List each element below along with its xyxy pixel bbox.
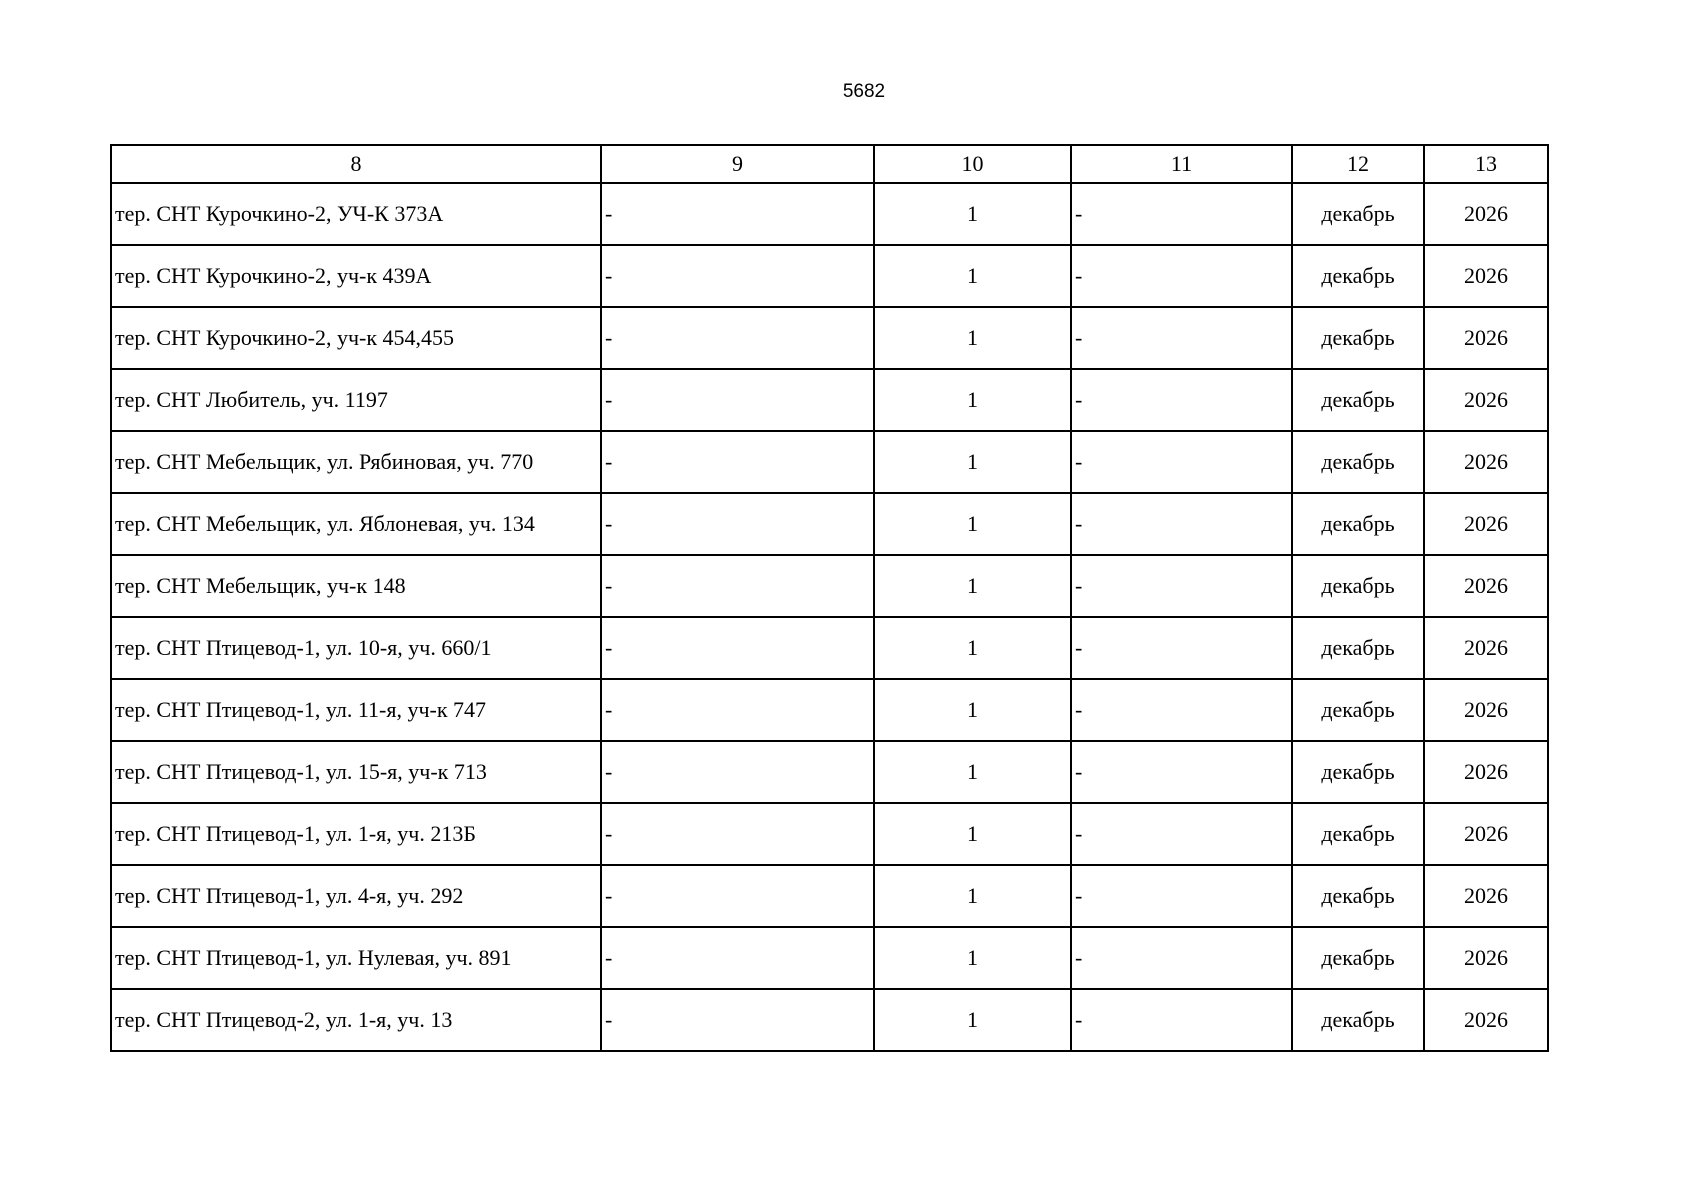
address-cell: тер. СНТ Мебельщик, уч-к 148 <box>111 555 601 617</box>
address-cell: тер. СНТ Курочкино-2, УЧ-К 373А <box>111 183 601 245</box>
column-11-cell: - <box>1071 493 1292 555</box>
address-cell: тер. СНТ Птицевод-2, ул. 1-я, уч. 13 <box>111 989 601 1051</box>
column-11-cell: - <box>1071 803 1292 865</box>
address-cell: тер. СНТ Курочкино-2, уч-к 454,455 <box>111 307 601 369</box>
month-cell: декабрь <box>1292 245 1424 307</box>
address-cell: тер. СНТ Птицевод-1, ул. 15-я, уч-к 713 <box>111 741 601 803</box>
column-10-cell: 1 <box>874 431 1071 493</box>
table-row <box>111 493 1548 555</box>
month-cell: декабрь <box>1292 865 1424 927</box>
column-10-cell: 1 <box>874 307 1071 369</box>
year-cell: 2026 <box>1424 369 1548 431</box>
address-cell: тер. СНТ Птицевод-1, ул. 11-я, уч-к 747 <box>111 679 601 741</box>
address-cell: тер. СНТ Птицевод-1, ул. 10-я, уч. 660/1 <box>111 617 601 679</box>
table-row <box>111 803 1548 865</box>
column-9-cell: - <box>601 369 874 431</box>
column-9-cell: - <box>601 679 874 741</box>
table-row <box>111 679 1548 741</box>
column-10-cell: 1 <box>874 493 1071 555</box>
month-cell: декабрь <box>1292 183 1424 245</box>
month-cell: декабрь <box>1292 555 1424 617</box>
column-10-cell: 1 <box>874 927 1071 989</box>
address-cell: тер. СНТ Любитель, уч. 1197 <box>111 369 601 431</box>
column-10-cell: 1 <box>874 865 1071 927</box>
column-9-cell: - <box>601 803 874 865</box>
column-11-cell: - <box>1071 555 1292 617</box>
column-9-cell: - <box>601 865 874 927</box>
year-cell: 2026 <box>1424 865 1548 927</box>
column-10-cell: 1 <box>874 183 1071 245</box>
column-header-9: 9 <box>601 145 874 183</box>
year-cell: 2026 <box>1424 245 1548 307</box>
year-cell: 2026 <box>1424 617 1548 679</box>
address-cell: тер. СНТ Мебельщик, ул. Рябиновая, уч. 770 <box>111 431 601 493</box>
column-header-11: 11 <box>1071 145 1292 183</box>
column-10-cell: 1 <box>874 555 1071 617</box>
column-header-13: 13 <box>1424 145 1548 183</box>
header-row <box>111 145 1548 183</box>
table-row <box>111 555 1548 617</box>
column-9-cell: - <box>601 555 874 617</box>
month-cell: декабрь <box>1292 741 1424 803</box>
table-row <box>111 927 1548 989</box>
table-row <box>111 989 1548 1051</box>
year-cell: 2026 <box>1424 493 1548 555</box>
address-cell: тер. СНТ Мебельщик, ул. Яблоневая, уч. 134 <box>111 493 601 555</box>
month-cell: декабрь <box>1292 431 1424 493</box>
column-11-cell: - <box>1071 679 1292 741</box>
year-cell: 2026 <box>1424 431 1548 493</box>
year-cell: 2026 <box>1424 803 1548 865</box>
year-cell: 2026 <box>1424 741 1548 803</box>
month-cell: декабрь <box>1292 307 1424 369</box>
month-cell: декабрь <box>1292 679 1424 741</box>
column-10-cell: 1 <box>874 369 1071 431</box>
column-header-12: 12 <box>1292 145 1424 183</box>
column-header-8: 8 <box>111 145 601 183</box>
column-9-cell: - <box>601 183 874 245</box>
table-row <box>111 245 1548 307</box>
table-row <box>111 865 1548 927</box>
address-cell: тер. СНТ Птицевод-1, ул. 1-я, уч. 213Б <box>111 803 601 865</box>
month-cell: декабрь <box>1292 493 1424 555</box>
column-10-cell: 1 <box>874 617 1071 679</box>
column-11-cell: - <box>1071 741 1292 803</box>
month-cell: декабрь <box>1292 617 1424 679</box>
column-11-cell: - <box>1071 245 1292 307</box>
month-cell: декабрь <box>1292 989 1424 1051</box>
column-11-cell: - <box>1071 865 1292 927</box>
address-cell: тер. СНТ Птицевод-1, ул. 4-я, уч. 292 <box>111 865 601 927</box>
column-11-cell: - <box>1071 617 1292 679</box>
year-cell: 2026 <box>1424 679 1548 741</box>
month-cell: декабрь <box>1292 927 1424 989</box>
table-row <box>111 741 1548 803</box>
table-row <box>111 183 1548 245</box>
column-11-cell: - <box>1071 307 1292 369</box>
page-number: 5682 <box>842 81 886 102</box>
table-row <box>111 431 1548 493</box>
year-cell: 2026 <box>1424 307 1548 369</box>
address-cell: тер. СНТ Птицевод-1, ул. Нулевая, уч. 891 <box>111 927 601 989</box>
column-10-cell: 1 <box>874 989 1071 1051</box>
address-cell: тер. СНТ Курочкино-2, уч-к 439А <box>111 245 601 307</box>
column-11-cell: - <box>1071 431 1292 493</box>
table-body <box>111 183 1548 1051</box>
column-11-cell: - <box>1071 989 1292 1051</box>
column-9-cell: - <box>601 431 874 493</box>
column-10-cell: 1 <box>874 679 1071 741</box>
month-cell: декабрь <box>1292 803 1424 865</box>
year-cell: 2026 <box>1424 927 1548 989</box>
year-cell: 2026 <box>1424 989 1548 1051</box>
year-cell: 2026 <box>1424 183 1548 245</box>
column-10-cell: 1 <box>874 245 1071 307</box>
month-cell: декабрь <box>1292 369 1424 431</box>
column-9-cell: - <box>601 493 874 555</box>
column-11-cell: - <box>1071 183 1292 245</box>
table-row <box>111 307 1548 369</box>
column-9-cell: - <box>601 927 874 989</box>
column-9-cell: - <box>601 617 874 679</box>
year-cell: 2026 <box>1424 555 1548 617</box>
column-11-cell: - <box>1071 369 1292 431</box>
table-row <box>111 369 1548 431</box>
data-table <box>110 144 1549 1052</box>
column-header-10: 10 <box>874 145 1071 183</box>
column-11-cell: - <box>1071 927 1292 989</box>
column-10-cell: 1 <box>874 741 1071 803</box>
column-9-cell: - <box>601 307 874 369</box>
table-row <box>111 617 1548 679</box>
column-9-cell: - <box>601 741 874 803</box>
column-9-cell: - <box>601 989 874 1051</box>
column-10-cell: 1 <box>874 803 1071 865</box>
column-9-cell: - <box>601 245 874 307</box>
